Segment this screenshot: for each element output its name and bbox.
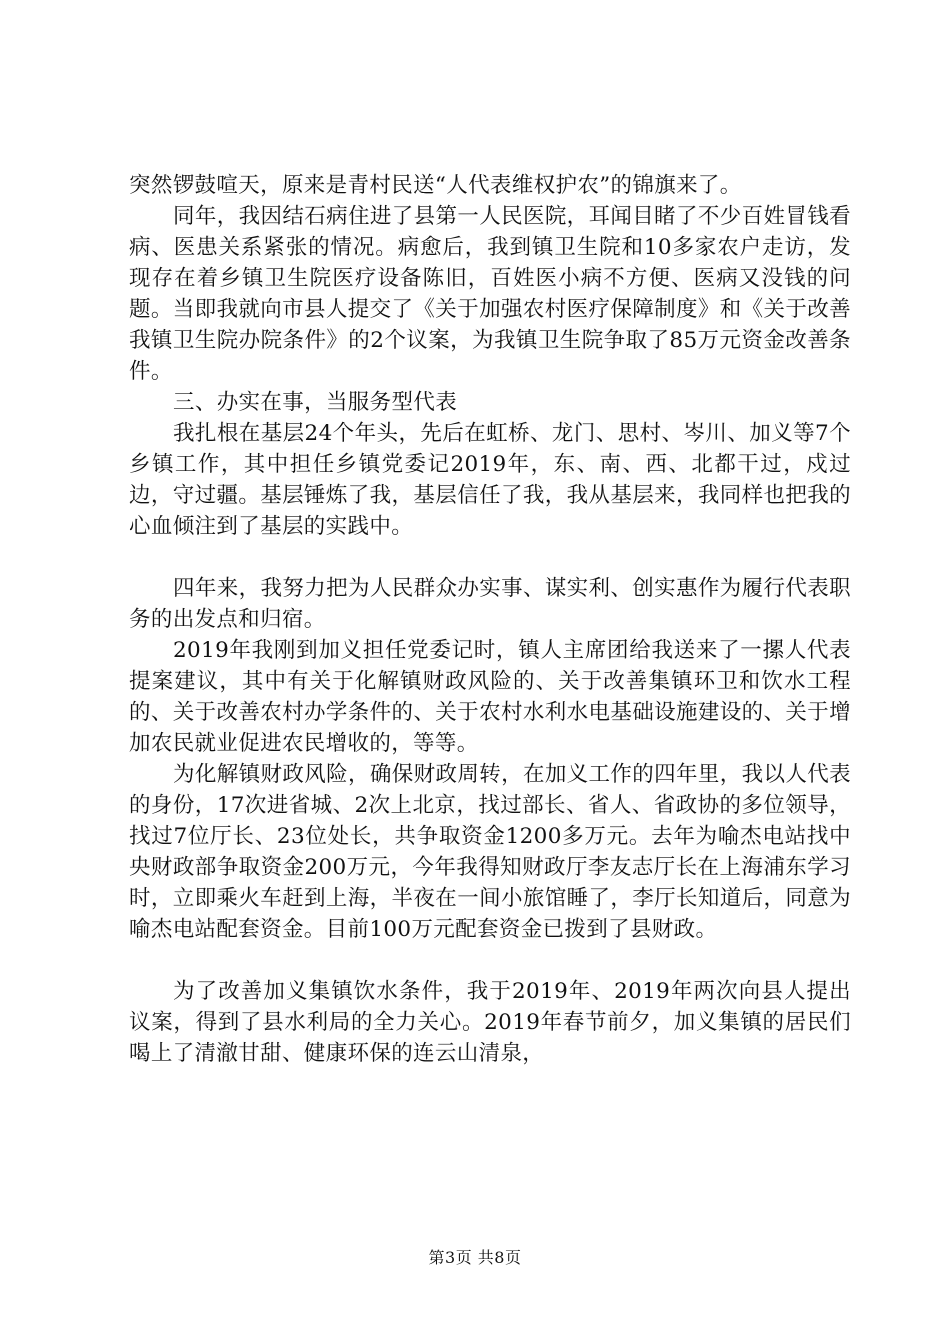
paragraph: 2019年我刚到加义担任党委记时，镇人主席团给我送来了一摞人代表提案建议，其中有关于化解镇财政风险的、关于改善集镇环卫和饮水工程的、关于改善农村办学条件的、关于农村水利水电基础设施建设的、关于增加农民就业促进农民增收的，等等。 — [129, 638, 851, 756]
section-heading: 三、办实在事，当服务型代表 — [173, 390, 458, 415]
page-footer: 第3页 共8页 — [428, 1248, 522, 1267]
paragraph: 为化解镇财政风险，确保财政周转，在加义工作的四年里，我以人代表的身份，17次进省城、2次上北京，找过部长、省人、省政协的多位领导，找过7位厅长、23位处长，共争取资金1200多万元。去年为喻杰电站找中央财政部争取资金200万元，今年我得知财政厅李友志厅长在上海浦东学习时，立即乘火车赶到上海，半夜在一间小旅馆睡了，李厅长知道后，同意为喻杰电站配套资金。目前100万元配套资金已拨到了县财政。 — [129, 762, 851, 942]
paragraph: 四年来，我努力把为人民群众办实事、谋实利、创实惠作为履行代表职务的出发点和归宿。 — [129, 576, 851, 632]
paragraph: 为了改善加义集镇饮水条件，我于2019年、2019年两次向县人提出议案，得到了县水利局的全力关心。2019年春节前夕，加义集镇的居民们喝上了清澈甘甜、健康环保的连云山清泉， — [129, 979, 851, 1066]
paragraph: 我扎根在基层24个年头，先后在虹桥、龙门、思村、岑川、加义等7个乡镇工作，其中担任乡镇党委记2019年，东、南、西、北都干过，戍过边，守过疆。基层锤炼了我，基层信任了我，我从基层来，我同样也把我的心血倾注到了基层的实践中。 — [129, 421, 851, 539]
paragraph: 同年，我因结石病住进了县第一人民医院，耳闻目睹了不少百姓冒钱看病、医患关系紧张的情况。病愈后，我到镇卫生院和10多家农户走访，发现存在着乡镇卫生院医疗设备陈旧，百姓医小病不方便、医病又没钱的问题。当即我就向市县人提交了《关于加强农村医疗保障制度》和《关于改善我镇卫生院办院条件》的2个议案，为我镇卫生院争取了85万元资金改善条件。 — [129, 204, 851, 384]
body-text — [129, 170, 851, 1069]
paragraph: 突然锣鼓喧天，原来是青村民送“人代表维权护农”的锦旗来了。 — [129, 173, 742, 198]
